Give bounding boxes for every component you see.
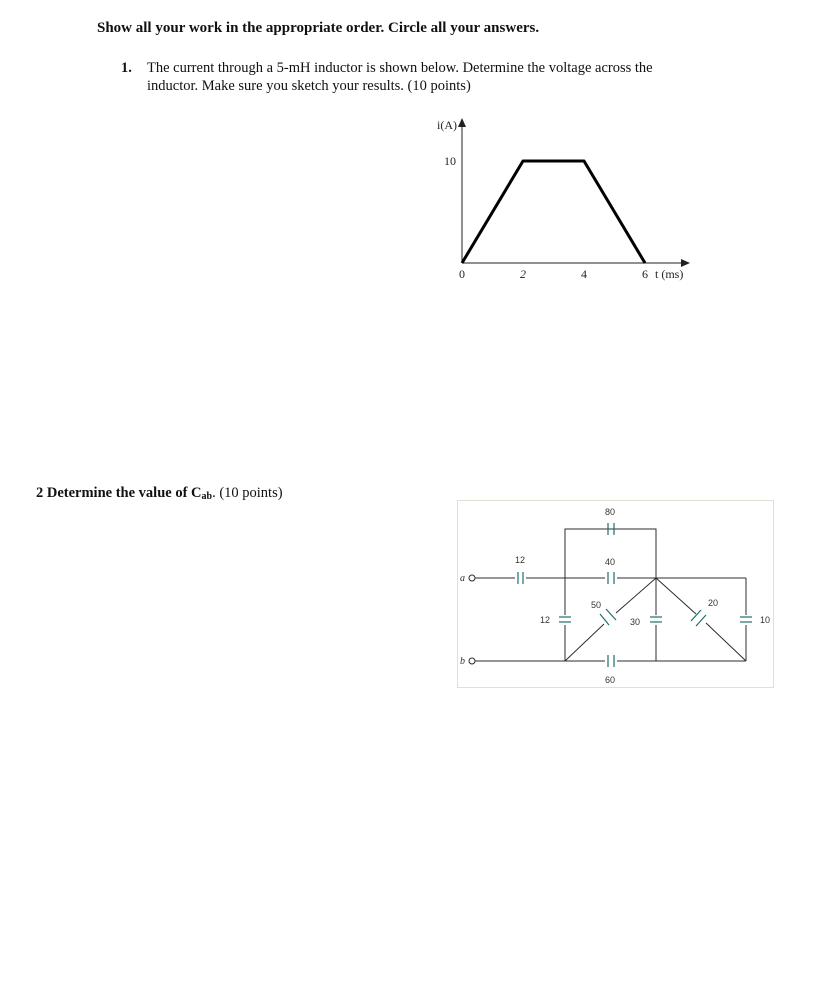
x-axis-arrow [681,259,690,267]
cap-50-plate-1 [600,614,609,625]
question-2-label: 2 Determine the value of C [36,485,202,501]
wire-diag-50-b [616,578,656,613]
terminal-b-node [469,658,475,664]
cap-20-plate-2 [696,615,706,626]
terminal-b-label: b [460,656,465,667]
cap-60-label: 60 [605,675,616,685]
wire-diag-20-a [656,578,696,614]
current-series-line [462,161,645,263]
x-axis-label: t (ms) [655,267,684,281]
question-1-text: The current through a 5-mH inductor is shown below. Determine the voltage across the inductor. Make sure you sketch your results. (10 points) [147,60,653,94]
question-1-number: 1. [121,60,132,76]
cap-12-series-label: 12 [515,555,526,565]
y-axis-label: i(A) [437,118,457,132]
cap-30-label: 30 [630,617,641,627]
question-2 [36,485,283,502]
cap-50-label: 50 [591,600,602,610]
terminal-a-node [469,575,475,581]
wire-top-loop [565,529,656,578]
x-tick-label: 0 [459,267,465,281]
cap-40-label: 40 [605,557,616,567]
question-2-subscript: ab [201,491,213,502]
cap-20-plate-1 [691,610,701,621]
cap-10-label: 10 [760,615,771,625]
cap-20-label: 20 [708,598,719,608]
x-tick-label: 4 [581,267,587,281]
instructions: Show all your work in the appropriate order. Circle all your answers. [97,20,540,36]
cap-50-plate-2 [606,609,616,620]
y-tick-label: 10 [444,154,456,168]
wire-diag-50-a [565,624,604,661]
capacitor-circuit [457,500,774,688]
x-tick-label: 6 [642,267,648,281]
y-axis-arrow [458,118,466,127]
x-tick-label: 2 [520,267,526,281]
cap-80-label: 80 [605,507,616,517]
current-graph [425,113,705,288]
question-2-suffix: . (10 points) [212,485,283,501]
cap-12-shunt-label: 12 [540,615,551,625]
wire-diag-20-b [706,623,746,661]
terminal-a-label: a [460,573,465,584]
